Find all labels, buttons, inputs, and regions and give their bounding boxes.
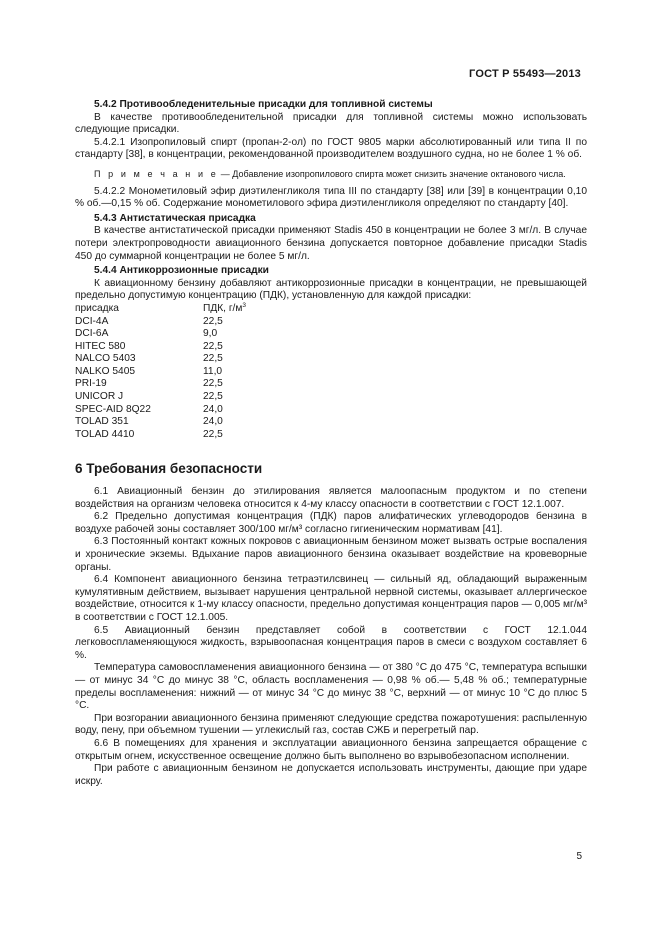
paragraph-6-4: 6.4 Компонент авиационного бензина тетраэтилсвинец — сильный яд, обладающий выраженным кумулятивным действием, вызывает нарушения центральной нервной системы, оказывает аллергическое воздействие, относится к 1-му классу опасности, предельно допустимая концентрация паров — 0,005 мг/м³ в соответствии с ГОСТ 12.1.005. xyxy=(75,574,587,623)
table-row xyxy=(75,366,246,379)
additive-name: NALKO 5405 xyxy=(75,365,136,377)
additive-name: NALCO 5403 xyxy=(75,353,136,365)
paragraph-6-2: 6.2 Предельно допустимая концентрация (ПДК) паров алифатических углеводородов бензина в воздухе рабочей зоны составляет 300/100 мг/м³ согласно гигиеническим нормативам [41]. xyxy=(75,511,587,535)
additive-name: TOLAD 351 xyxy=(75,416,129,428)
table-row xyxy=(75,416,246,429)
document-id: ГОСТ Р 55493—2013 xyxy=(469,68,581,80)
additive-mpc: 22,5 xyxy=(203,391,223,403)
note-label: П р и м е ч а н и е xyxy=(94,168,219,179)
table-row xyxy=(75,404,246,417)
paragraph-5-4-2-2: 5.4.2.2 Монометиловый эфир диэтиленгликоля типа III по стандарту [38] или [39] в концентрации 0,10 % об.—0,15 % об. Содержание монометилового эфира диэтиленгликоля определяют по стандарту [40]. xyxy=(75,185,587,210)
additive-name: HITEC 580 xyxy=(75,340,126,352)
table-row xyxy=(75,328,246,341)
paragraph-5-4-2-1: 5.4.2.1 Изопропиловый спирт (пропан-2-ол) по ГОСТ 9805 марки абсолютированный или типа II по стандарту [38], в концентрации, рекомендованной производителем воздушного судна, но не более 1 % об. xyxy=(75,136,587,161)
additive-name: TOLAD 4410 xyxy=(75,428,135,440)
paragraph-6-5: 6.5 Авиационный бензин представляет собой в соответствии с ГОСТ 12.1.044 легковоспламеняющуюся жидкость, взрывоопасная концентрация паров в смеси с воздухом составляет 6 %. xyxy=(75,624,587,661)
additive-name: DCI-4A xyxy=(75,315,109,327)
additive-mpc: 22,5 xyxy=(203,378,223,390)
page-number: 5 xyxy=(576,851,582,862)
column-header-mpc-text: ПДК, г/м xyxy=(203,302,243,314)
heading-5-4-2: 5.4.2 Противообледенительные присадки для топливной системы xyxy=(94,99,433,110)
note-text: — Добавление изопропилового спирта может снизить значение октанового числа. xyxy=(218,168,566,179)
additive-table xyxy=(75,303,246,442)
paragraph-6-5-temperature: Температура самовоспламенения авиационного бензина — от 380 °С до 475 °С, температура вспышки — от минус 34 °С до минус 38 °С, область воспламенения — 0,98 % об.— 5,48 % об.; температурные пределы воспламенения: нижний — от минус 34 °С до минус 38 °С, верхний — от минус 10 °С до плюс 5 °С. xyxy=(75,662,587,712)
table-row xyxy=(75,353,246,366)
additive-mpc: 24,0 xyxy=(203,416,223,428)
additive-mpc: 22,5 xyxy=(203,315,223,327)
paragraph-6-6-tools: При работе с авиационным бензином не допускается использовать инструменты, дающие при ударе искру. xyxy=(75,763,587,787)
additive-name: PRI-19 xyxy=(75,378,107,390)
table-header-row xyxy=(75,303,246,316)
note xyxy=(75,168,587,181)
paragraph-5-4-4: К авиационному бензину добавляют антикоррозионные присадки в концентрации, не превышающей предельно допустимую концентрацию (ПДК), установленную для каждой присадки: xyxy=(75,277,587,302)
additive-mpc: 22,5 xyxy=(203,428,223,440)
additive-name: SPEC-AID 8Q22 xyxy=(75,403,151,415)
table-row xyxy=(75,316,246,329)
additive-name: UNICOR J xyxy=(75,391,124,403)
table-row xyxy=(75,378,246,391)
paragraph-6-6: 6.6 В помещениях для хранения и эксплуатации авиационного бензина запрещается обращение с открытым огнем, искусственное освещение должно быть выполнено во взрывобезопасном исполнении. xyxy=(75,737,587,762)
additive-mpc: 22,5 xyxy=(203,353,223,365)
table-row xyxy=(75,341,246,354)
heading-5-4-3: 5.4.3 Антистатическая присадка xyxy=(94,212,256,224)
document-body xyxy=(75,99,587,788)
paragraph-6-5-extinguishing: При возгорании авиационного бензина применяют следующие средства пожаротушения: распыленную воду, пену, при объемном тушении — углекислый газ, состав СЖБ и перегретый пар. xyxy=(75,712,587,737)
additive-name: DCI-6A xyxy=(75,328,109,340)
additive-mpc: 24,0 xyxy=(203,403,223,415)
additive-mpc: 9,0 xyxy=(203,328,218,340)
section-6-title: 6 Требования безопасности xyxy=(75,461,263,477)
heading-5-4-4: 5.4.4 Антикоррозионные присадки xyxy=(94,265,269,277)
additive-mpc: 22,5 xyxy=(203,340,223,352)
paragraph-6-1: 6.1 Авиационный бензин до этилирования является малоопасным продуктом и по степени воздействия на организм человека относится к 4-му классу опасности в соответствии с ГОСТ 12.1.007. xyxy=(75,486,587,510)
additive-mpc: 11,0 xyxy=(203,365,223,377)
paragraph-6-3: 6.3 Постоянный контакт кожных покровов с авиационным бензином может вызвать острые воспаления и хронические экземы. Вдыхание паров авиационного бензина оказывает воздействие на кровеворные органы. xyxy=(75,536,587,573)
paragraph-5-4-2-intro: В качестве противообледенительной присадки для топливной системы можно использовать следующие присадки. xyxy=(75,111,587,136)
column-header-additive: присадка xyxy=(75,302,119,314)
paragraph-5-4-3: В качестве антистатической присадки применяют Stadis 450 в концентрации не более 3 мг/л. В случае потери электропроводности авиационного бензина допускается повторное добавление присадки Stadis 450 до суммарной концентрации не более 5 мг/л. xyxy=(75,225,587,262)
column-header-mpc-sup: 3 xyxy=(242,301,246,309)
table-row xyxy=(75,429,246,442)
table-row xyxy=(75,391,246,404)
column-header-mpc xyxy=(203,303,246,316)
